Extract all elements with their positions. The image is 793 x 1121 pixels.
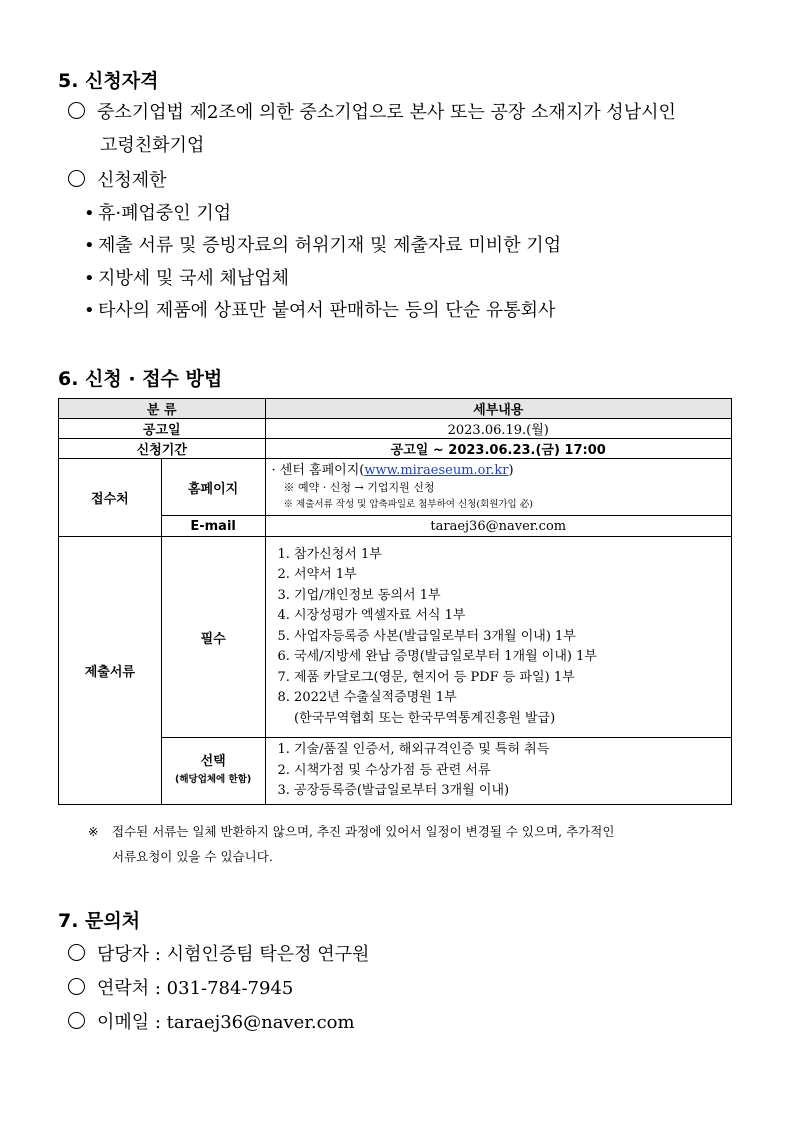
bullet-dot-icon: • <box>84 235 95 256</box>
table-row <box>59 537 732 738</box>
optional-label: 선택 <box>200 753 226 769</box>
bullet-dot-icon: • <box>84 300 95 321</box>
submission-note <box>88 819 738 869</box>
email-value: taraej36@naver.com <box>265 516 731 537</box>
eligibility-item-2-text: 신청제한 <box>97 170 167 191</box>
restriction-bullet <box>84 264 289 290</box>
optional-sublabel: (해당업체에 한함) <box>175 773 252 785</box>
restriction-bullet-text: 제출 서류 및 증빙자료의 허위기재 및 제출자료 미비한 기업 <box>98 235 562 256</box>
section6-title: 6. 신청 · 접수 방법 <box>58 368 223 390</box>
required-item: 7. 제품 카달로그(영문, 현지어 등 PDF 등 파일) 1부 <box>277 669 575 685</box>
restriction-bullet-text: 지방세 및 국세 체납업체 <box>98 268 290 289</box>
restriction-bullet <box>84 231 561 257</box>
circle-bullet-icon <box>68 1012 85 1029</box>
reception-label: 접수처 <box>59 459 162 537</box>
required-item: 6. 국세/지방세 완납 증명(발급일로부터 1개월 이내) 1부 <box>277 649 597 665</box>
docs-label: 제출서류 <box>59 537 162 805</box>
notice-date-value: 2023.06.19.(월) <box>265 419 731 439</box>
eligibility-item-2 <box>68 166 167 192</box>
table-row <box>59 439 732 459</box>
eligibility-item-1 <box>68 98 676 124</box>
required-items-cell <box>265 537 731 738</box>
bullet-dot-icon: • <box>84 203 95 224</box>
circle-bullet-icon <box>68 102 85 119</box>
note-text-1: 접수된 서류는 일체 반환하지 않으며, 추진 과정에 있어서 일정이 변경될 수 있으며, 추가적인 <box>112 824 615 839</box>
homepage-note-1: ※ 예약 · 신청 → 기업지원 신청 <box>283 480 435 494</box>
required-item: 3. 기업/개인정보 동의서 1부 <box>277 587 441 603</box>
required-item: 5. 사업자등록증 사본(발급일로부터 3개월 이내) 1부 <box>277 628 576 644</box>
contact-phone <box>68 974 293 1000</box>
restriction-bullet <box>84 199 231 225</box>
restriction-bullet-text: 휴·폐업중인 기업 <box>98 203 232 224</box>
contact-email-text: 이메일 : taraej36@naver.com <box>97 1012 355 1033</box>
required-item: 2. 서약서 1부 <box>277 567 357 583</box>
homepage-link[interactable]: www.miraeseum.or.kr <box>364 462 509 478</box>
optional-item: 1. 기술/품질 인증서, 해외규격인증 및 특허 취득 <box>277 742 550 757</box>
circle-bullet-icon <box>68 170 85 187</box>
circle-bullet-icon <box>68 944 85 961</box>
eligibility-item-1-cont: 고령친화기업 <box>100 135 205 156</box>
homepage-line <box>272 462 725 479</box>
optional-label-cell <box>161 738 265 805</box>
optional-item: 2. 시책가점 및 수상가점 등 관련 서류 <box>277 762 491 778</box>
table-row <box>59 459 732 516</box>
required-item: (한국무역협회 또는 한국무역통계진흥원 발급) <box>277 710 556 726</box>
circle-bullet-icon <box>68 978 85 995</box>
homepage-cell <box>265 459 731 516</box>
notice-date-label: 공고일 <box>59 419 266 439</box>
optional-item: 3. 공장등록증(발급일로부터 3개월 이내) <box>277 783 510 798</box>
bullet-dot-icon: • <box>84 268 95 289</box>
period-value: 공고일 ~ 2023.06.23.(금) 17:00 <box>265 439 731 459</box>
eligibility-item-1-text: 중소기업법 제2조에 의한 중소기업으로 본사 또는 공장 소재지가 성남시인 <box>97 102 676 123</box>
homepage-note-2: ※ 제출서류 작성 및 압축파일로 첨부하여 신청(회원가입 必) <box>283 498 533 510</box>
note-line-1 <box>88 819 738 844</box>
section5-title: 5. 신청자격 <box>58 70 159 92</box>
table-header-row <box>59 399 732 419</box>
required-item: 8. 2022년 수출실적증명원 1부 <box>277 690 457 706</box>
header-category: 분 류 <box>59 399 266 419</box>
restriction-bullet <box>84 296 555 322</box>
optional-items-cell <box>265 738 731 805</box>
note-mark-icon: ※ <box>88 824 99 839</box>
table-row <box>59 419 732 439</box>
homepage-suffix: ) <box>508 462 514 478</box>
required-item: 4. 시장성평가 엑셀자료 서식 1부 <box>277 608 466 624</box>
required-label: 필수 <box>161 537 265 738</box>
section7-title: 7. 문의처 <box>58 910 141 932</box>
contact-person <box>68 940 369 966</box>
homepage-label: 홈페이지 <box>161 459 265 516</box>
contact-email <box>68 1008 355 1034</box>
email-label: E-mail <box>161 516 265 537</box>
contact-phone-text: 연락처 : 031-784-7945 <box>97 978 294 999</box>
restriction-bullet-text: 타사의 제품에 상표만 붙여서 판매하는 등의 단순 유통회사 <box>98 300 556 321</box>
header-detail: 세부내용 <box>265 399 731 419</box>
contact-person-text: 담당자 : 시험인증팀 탁은정 연구원 <box>97 944 370 965</box>
application-table <box>58 398 732 805</box>
homepage-prefix: · 센터 홈페이지( <box>271 462 365 478</box>
required-item: 1. 참가신청서 1부 <box>277 546 382 562</box>
note-text-2: 서류요청이 있을 수 있습니다. <box>112 849 273 864</box>
period-label: 신청기간 <box>59 439 266 459</box>
